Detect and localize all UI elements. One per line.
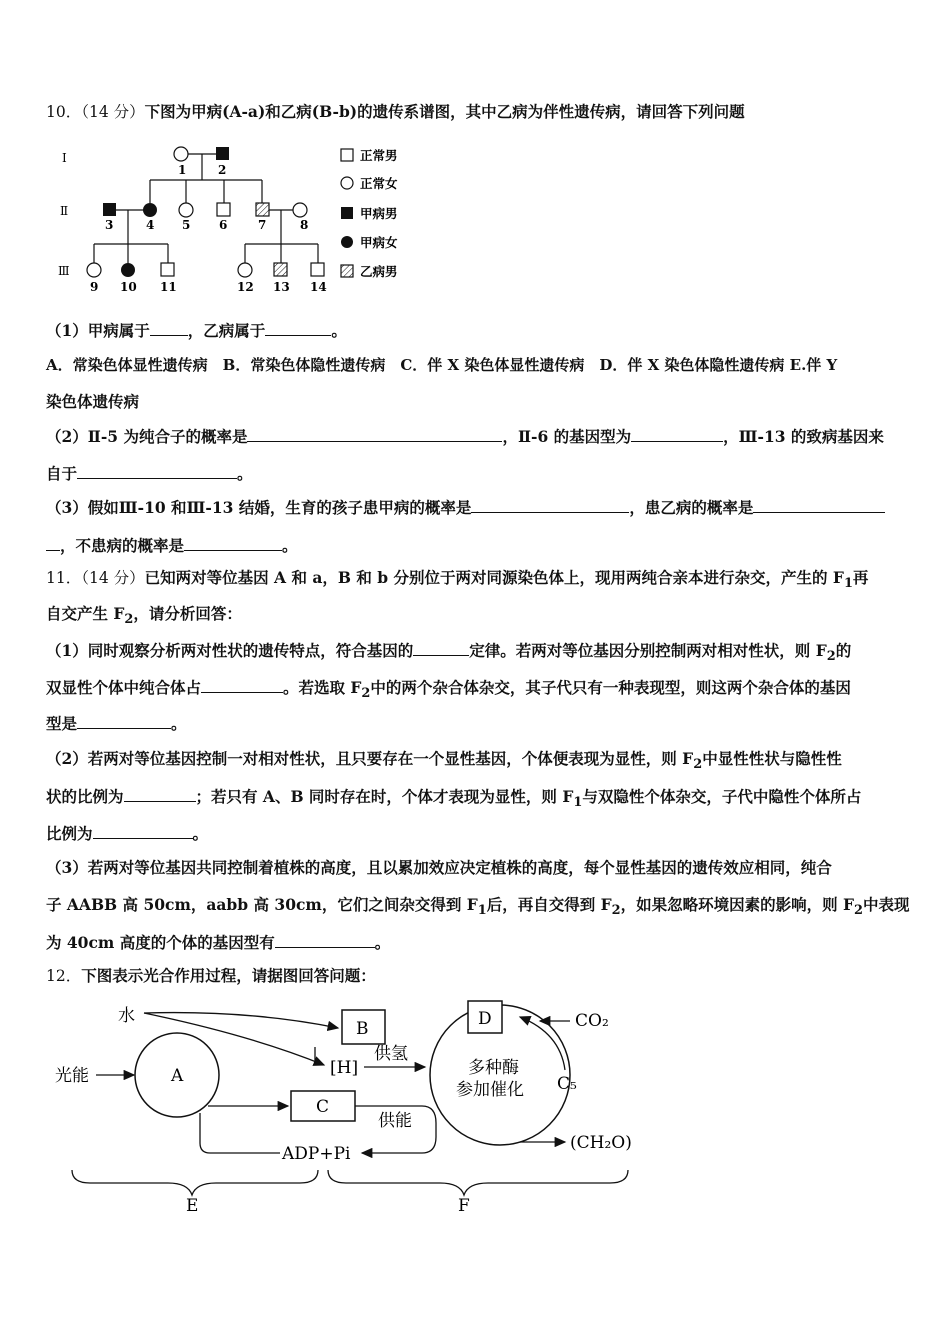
adp-to-a-line xyxy=(200,1113,280,1153)
q11-sub: 2 xyxy=(361,686,371,702)
q11-sub: 1 xyxy=(843,576,853,592)
q10-p3-blank-2-cont[interactable] xyxy=(46,534,60,551)
q11-part2-line3 xyxy=(46,822,208,845)
node-b-label: B xyxy=(356,1019,369,1039)
q10-options-line2: 染色体遗传病 xyxy=(46,392,140,411)
q11-sub: 1 xyxy=(477,903,487,919)
q11-p3-l2-c: ，如果忽略环境因素的影响，则 F xyxy=(620,895,854,914)
q12-stem xyxy=(46,965,376,987)
q10-p1-text-b: ，乙病属于 xyxy=(187,321,266,340)
q10-stem-text: 下图为甲病(A-a)和乙病(B-b)的遗传系谱图，其中乙病为伴性遗传病，请回答下列问题 xyxy=(144,102,745,121)
q12-number: 12． xyxy=(46,967,82,985)
generation-3-label: Ⅲ xyxy=(58,264,70,278)
q11-p2-l2-a: 状的比例为 xyxy=(46,787,124,806)
q10-p2-text-e: 。 xyxy=(237,464,253,483)
individual-11-label: 11 xyxy=(160,280,177,294)
node-a-label: A xyxy=(171,1066,184,1086)
individual-12-label: 12 xyxy=(237,280,254,294)
q11-p1-blank-1[interactable] xyxy=(413,639,469,656)
water-to-b-arrow xyxy=(144,1013,338,1028)
hydrogen-supply-label: 供氢 xyxy=(374,1044,408,1064)
q11-p1-blank-3[interactable] xyxy=(77,712,171,729)
q10-p3-text-c: ，不患病的概率是 xyxy=(60,536,185,555)
pedigree-lines xyxy=(94,154,318,263)
q11-p2-blank-1[interactable] xyxy=(124,785,196,802)
legend-normal-female-icon xyxy=(341,177,353,189)
node-c-label: C xyxy=(316,1097,330,1117)
q12-stem-text: 下图表示光合作用过程，请据图回答问题： xyxy=(81,966,376,985)
individual-7-label: 7 xyxy=(258,218,267,232)
individual-8-label: 8 xyxy=(300,218,309,232)
q11-part1-line2 xyxy=(46,676,851,705)
q10-number: 10． xyxy=(46,103,82,121)
q10-stem xyxy=(46,101,745,123)
q11-sub: 2 xyxy=(124,612,134,628)
q11-stem-line2 xyxy=(46,603,242,631)
q11-stem-text-a: 已知两对等位基因 A 和 a，B 和 b 分别位于两对同源染色体上，现用两纯合亲本进行杂交，产生的 F xyxy=(144,568,844,587)
individual-1-normal-female xyxy=(174,147,188,161)
individual-3-disease-a-male xyxy=(103,203,116,216)
ch2o-label: (CH₂O) xyxy=(570,1133,632,1153)
individual-2-disease-a-male xyxy=(216,147,229,160)
individual-10-label: 10 xyxy=(120,280,137,294)
photosynthesis-diagram xyxy=(50,995,650,1220)
legend-disease-b-male-icon xyxy=(341,265,353,277)
q11-p1-l1-a: （1）同时观察分析两对性状的遗传特点，符合基因的 xyxy=(46,641,414,660)
q10-p3-blank-2[interactable] xyxy=(753,496,885,513)
individual-7-disease-b-male xyxy=(256,203,269,216)
q11-p3-l3-a: 为 40cm 高度的个体的基因型有 xyxy=(46,933,275,952)
adp-pi-label: ADP+Pi xyxy=(282,1144,351,1164)
q10-p2-text-d: 自于 xyxy=(46,464,78,483)
q11-sub: 1 xyxy=(573,795,583,811)
enzymes-label-line1: 多种酶 xyxy=(468,1058,519,1078)
q10-p2-text-c: ，Ⅲ-13 的致病基因来 xyxy=(723,427,884,446)
individual-4-disease-a-female xyxy=(143,203,157,217)
legend-normal-male-icon xyxy=(341,149,353,161)
individual-2-label: 2 xyxy=(218,163,227,177)
q11-part1-line1 xyxy=(46,639,851,668)
q11-p2-l2-c: 与双隐性个体杂交，子代中隐性个体所占 xyxy=(582,787,862,806)
q11-stem-line1 xyxy=(46,567,868,595)
q11-score: （14 分） xyxy=(81,569,145,587)
individual-1-label: 1 xyxy=(178,163,187,177)
individual-13-label: 13 xyxy=(273,280,290,294)
enzymes-label-line2: 参加催化 xyxy=(456,1080,524,1100)
individual-14-label: 14 xyxy=(310,280,327,294)
q11-p2-l3-b: 。 xyxy=(192,824,209,843)
brace-f-label: F xyxy=(458,1196,470,1216)
q11-stem-text-b: 再 xyxy=(852,568,869,587)
node-d-label: D xyxy=(478,1009,492,1029)
h-label: [H] xyxy=(330,1058,359,1078)
legend-normal-female: 正常女 xyxy=(360,176,398,191)
legend-disease-a-male-icon xyxy=(341,207,353,219)
q11-p2-l3-a: 比例为 xyxy=(46,824,93,843)
q10-options-line1: A．常染色体显性遗传病 B．常染色体隐性遗传病 C．伴 X 染色体显性遗传病 D．伴 X 染色体隐性遗传病 E.伴 Y xyxy=(46,356,838,374)
individual-8-normal-female xyxy=(293,203,307,217)
individual-3-label: 3 xyxy=(105,218,114,232)
legend-disease-a-female-icon xyxy=(341,236,353,248)
q10-p3-text-b: ，患乙病的概率是 xyxy=(629,498,754,517)
individual-5-normal-female xyxy=(179,203,193,217)
q11-p3-l2-b: 后，再自交得到 F xyxy=(486,895,612,914)
q11-p1-blank-2[interactable] xyxy=(201,676,283,693)
q11-stem-line2-b: ，请分析回答： xyxy=(133,604,242,623)
q11-stem-line2-a: 自交产生 F xyxy=(46,604,125,623)
q11-p1-l1-b: 定律。若两对等位基因分别控制两对相对性状，则 F xyxy=(469,641,827,660)
q10-part1 xyxy=(46,319,347,342)
q11-p2-blank-2[interactable] xyxy=(93,822,193,839)
q11-p3-l2-d: 中表现 xyxy=(862,895,910,914)
individual-4-label: 4 xyxy=(146,218,155,232)
legend-normal-male: 正常男 xyxy=(360,148,398,163)
q10-p2-blank-1[interactable] xyxy=(247,425,502,442)
q11-p1-l1-c: 的 xyxy=(835,641,852,660)
q10-part2-line2 xyxy=(46,462,253,485)
q11-p1-l2-c: 中的两个杂合体杂交，其子代只有一种表现型，则这两个杂合体的基因 xyxy=(370,678,851,697)
q11-sub: 2 xyxy=(693,757,703,773)
q11-part2-line1 xyxy=(46,748,842,776)
q11-number: 11． xyxy=(46,569,82,587)
generation-1-label: Ⅰ xyxy=(62,151,67,165)
individual-11-normal-male xyxy=(161,263,174,276)
q11-p3-l3-b: 。 xyxy=(374,933,391,952)
q10-p2-blank-2[interactable] xyxy=(631,425,723,442)
c5-label: C₅ xyxy=(557,1074,577,1094)
q11-sub: 2 xyxy=(854,903,863,919)
q11-p1-l3-b: 。 xyxy=(171,714,187,733)
q11-p2-l1-a: （2）若两对等位基因控制一对相对性状，且只要存在一个显性基因，个体便表现为显性，则 F xyxy=(46,749,694,768)
q11-part3-line2 xyxy=(46,894,910,922)
individual-6-label: 6 xyxy=(219,218,228,232)
individual-9-label: 9 xyxy=(90,280,99,294)
q11-part1-line3 xyxy=(46,712,187,735)
q10-p3-text-d: 。 xyxy=(282,536,298,555)
light-energy-label: 光能 xyxy=(55,1066,89,1086)
q10-p3-blank-3[interactable] xyxy=(184,534,282,551)
co2-label: CO₂ xyxy=(575,1011,609,1031)
brace-e-label: E xyxy=(186,1196,199,1216)
q11-sub: 2 xyxy=(826,649,836,665)
q10-p2-blank-3[interactable] xyxy=(77,462,237,479)
pedigree-chart xyxy=(50,140,430,300)
individual-6-normal-male xyxy=(217,203,230,216)
brace-e xyxy=(72,1170,318,1195)
individual-10-disease-a-female xyxy=(121,263,135,277)
q10-p3-blank-1[interactable] xyxy=(471,496,629,513)
q11-p2-l1-b: 中显性性状与隐性性 xyxy=(702,749,842,768)
q10-p1-text-c: 。 xyxy=(331,321,347,340)
water-label: 水 xyxy=(118,1006,135,1026)
q11-part3-line3 xyxy=(46,931,390,954)
q10-score: （14 分） xyxy=(81,103,145,121)
q11-p1-l3-a: 型是 xyxy=(46,714,78,733)
individual-9-normal-female xyxy=(87,263,101,277)
q10-part3-line1 xyxy=(46,496,885,519)
generation-2-label: Ⅱ xyxy=(60,204,69,218)
q10-p3-text-a: （3）假如Ⅲ-10 和Ⅲ-13 结婚，生育的孩子患甲病的概率是 xyxy=(46,498,472,517)
q10-part3-line2 xyxy=(46,534,298,557)
q11-part2-line2 xyxy=(46,785,861,814)
q11-p2-l2-b: ；若只有 A、B 同时存在时，个体才表现为显性，则 F xyxy=(195,787,574,806)
individual-12-normal-female xyxy=(238,263,252,277)
q11-sub: 2 xyxy=(611,903,621,919)
legend-disease-a-male: 甲病男 xyxy=(360,206,398,221)
q11-p1-l2-a: 双显性个体中纯合体占 xyxy=(46,678,202,697)
individual-13-disease-b-male xyxy=(274,263,287,276)
q11-p1-l2-b: 。若选取 F xyxy=(283,678,362,697)
q10-p2-text-a: （2）Ⅱ-5 为纯合子的概率是 xyxy=(46,427,248,446)
q10-p1-blank-1[interactable] xyxy=(150,319,188,336)
q10-p2-text-b: ，Ⅱ-6 的基因型为 xyxy=(502,427,632,446)
q11-p3-blank-1[interactable] xyxy=(275,931,375,948)
legend-disease-a-female: 甲病女 xyxy=(360,235,398,250)
legend-disease-b-male: 乙病男 xyxy=(360,264,398,279)
energy-supply-label: 供能 xyxy=(378,1111,412,1131)
q11-part3-line1: （3）若两对等位基因共同控制着植株的高度，且以累加效应决定植株的高度，每个显性基因的遗传效应相同，纯合 xyxy=(46,858,832,877)
q10-p1-text-a: （1）甲病属于 xyxy=(46,321,150,340)
q10-p1-blank-2[interactable] xyxy=(265,319,331,336)
q10-part2-line1 xyxy=(46,425,884,448)
individual-14-normal-male xyxy=(311,263,324,276)
brace-f xyxy=(328,1170,628,1195)
individual-5-label: 5 xyxy=(182,218,191,232)
q11-p3-l2-a: 子 AABB 高 50cm，aabb 高 30cm，它们之间杂交得到 F xyxy=(46,895,478,914)
